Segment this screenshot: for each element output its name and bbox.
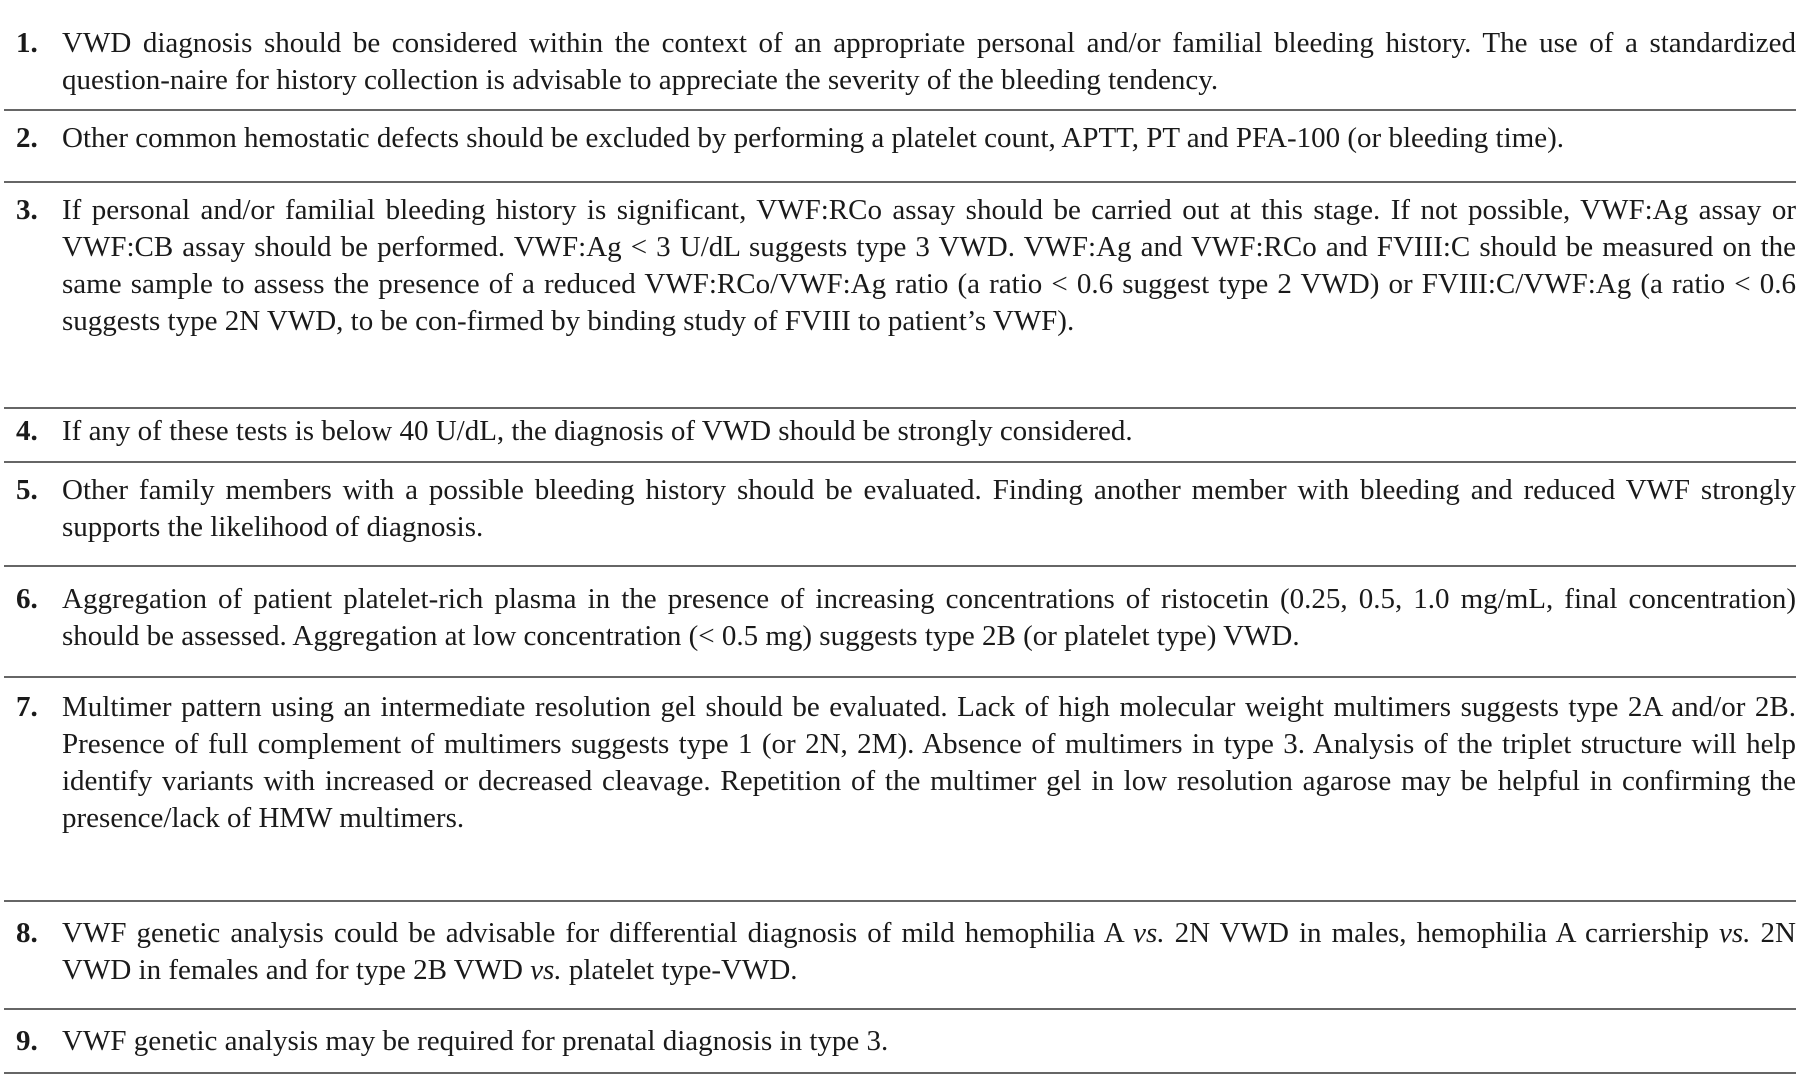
item-text-italic: vs.	[530, 954, 562, 986]
list-item	[4, 567, 1796, 678]
item-text: Aggregation of patient platelet-rich plasma in the presence of increasing concentrations of ristocetin (0.25, 0.5, 1.0 mg/mL, final concentration) should be assessed. Aggregation at low concentration (< 0.5 mg) suggests type 2B (or platelet type) VWD.	[62, 583, 1796, 652]
item-text: If any of these tests is below 40 U/dL, the diagnosis of VWD should be strongly considered.	[62, 415, 1133, 447]
list-item	[4, 25, 1796, 111]
item-number: 2.	[16, 122, 38, 154]
list-item	[4, 902, 1796, 1010]
item-text-part: platelet type-VWD.	[561, 954, 798, 986]
item-number: 7.	[16, 691, 38, 723]
item-text-part: 2N VWD in females and for type 2B VWD	[62, 917, 1796, 986]
item-text: If personal and/or familial bleeding history is significant, VWF:RCo assay should be carried out at this stage. If not possible, VWF:Ag assay or VWF:CB assay should be performed. VWF:Ag < 3 U/dL suggests type 3 VWD. VWF:Ag and VWF:RCo and FVIII:C should be measured on the same sample to assess the presence of a reduced VWF:RCo/VWF:Ag ratio (a ratio < 0.6 suggest type 2 VWD) or FVIII:C/VWF:Ag (a ratio < 0.6 suggests type 2N VWD, to be con-firmed by binding study of FVIII to patient’s VWF).	[62, 194, 1796, 337]
list-item	[4, 1010, 1796, 1074]
item-number: 3.	[16, 194, 38, 226]
list-item	[4, 678, 1796, 902]
item-number: 4.	[16, 415, 38, 447]
item-number: 1.	[16, 27, 38, 59]
list-item	[4, 111, 1796, 183]
item-number: 9.	[16, 1025, 38, 1057]
item-text-part: 2N VWD in males, hemophilia A carriership	[1164, 917, 1720, 949]
item-text	[62, 915, 1796, 989]
item-number: 6.	[16, 583, 38, 615]
item-text: VWD diagnosis should be considered within the context of an appropriate personal and/or familial bleeding history. The use of a standardized question-naire for history collection is advisable to appreciate the severity of the bleeding tendency.	[62, 27, 1796, 96]
item-number: 8.	[16, 917, 38, 949]
list-item	[4, 409, 1796, 463]
item-text: VWF genetic analysis may be required for prenatal diagnosis in type 3.	[62, 1025, 889, 1057]
item-text: Other family members with a possible bleeding history should be evaluated. Finding another member with bleeding and reduced VWF strongly supports the likelihood of diagnosis.	[62, 474, 1796, 543]
list-item	[4, 183, 1796, 409]
item-text-part: VWF genetic analysis could be advisable for differential diagnosis of mild hemophilia A	[62, 917, 1134, 949]
item-number: 5.	[16, 474, 38, 506]
item-text: Multimer pattern using an intermediate resolution gel should be evaluated. Lack of high molecular weight multimers suggests type 2A and/or 2B. Presence of full complement of multimers suggests type 1 (or 2N, 2M). Absence of multimers in type 3. Analysis of the triplet structure will help identify variants with increased or decreased cleavage. Repetition of the multimer gel in low resolution agarose may be helpful in confirming the presence/lack of HMW multimers.	[62, 691, 1796, 834]
item-text-italic: vs.	[1133, 917, 1165, 949]
item-text-italic: vs.	[1719, 917, 1751, 949]
item-text: Other common hemostatic defects should be excluded by performing a platelet count, APTT, PT and PFA-100 (or bleeding time).	[62, 122, 1565, 154]
list-item	[4, 463, 1796, 567]
recommendations-list	[4, 25, 1796, 1074]
